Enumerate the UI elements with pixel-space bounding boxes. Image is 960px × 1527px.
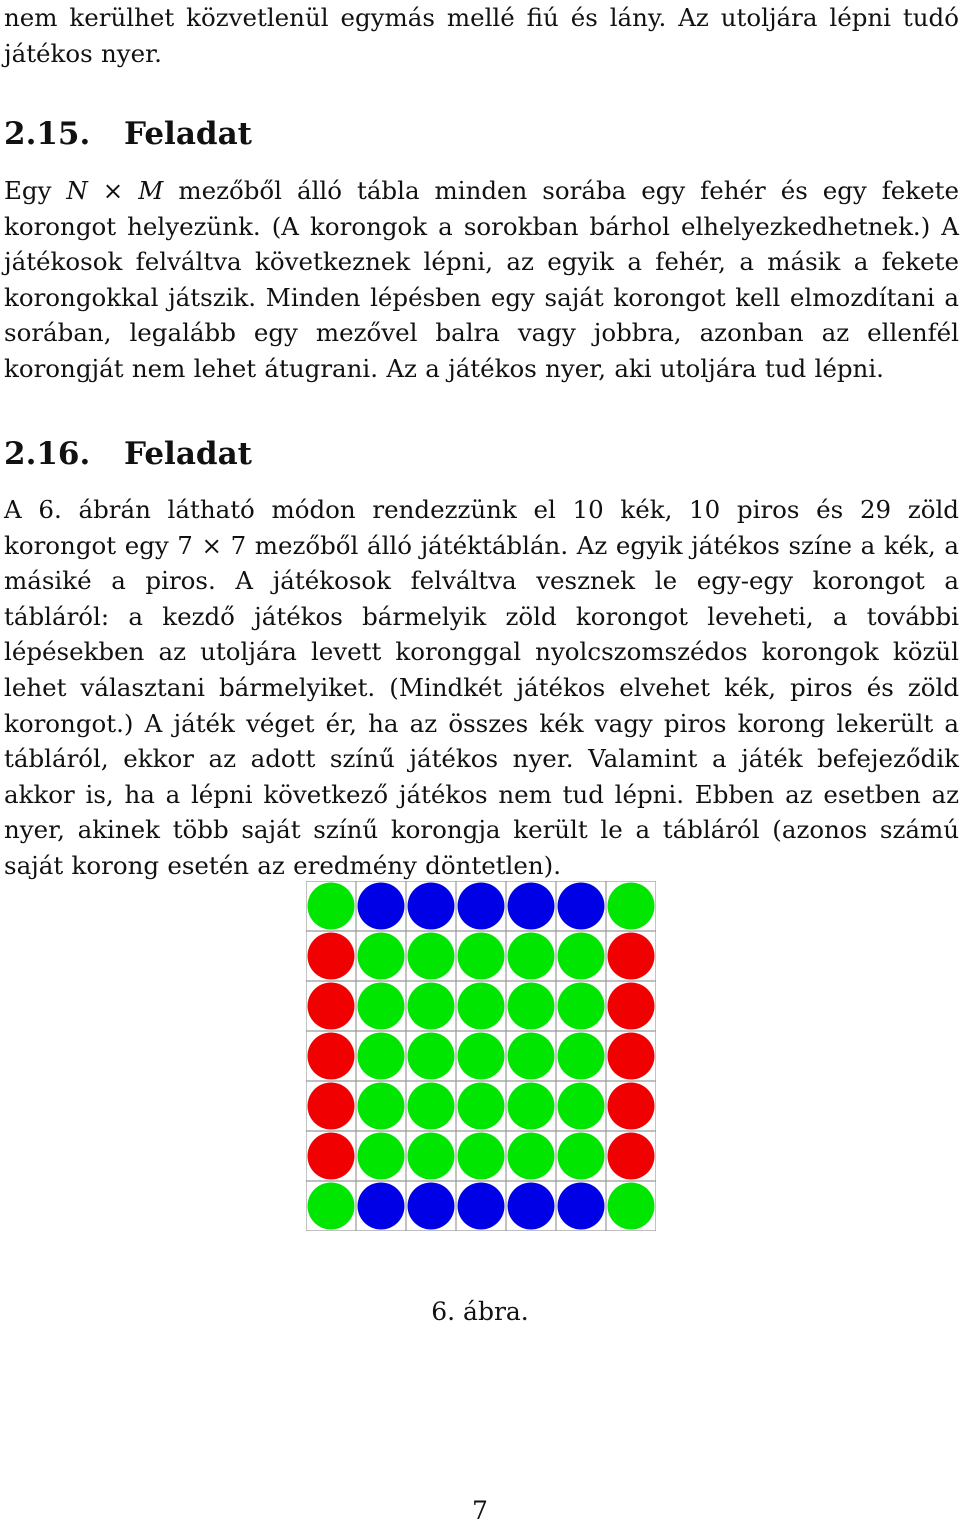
green-disc (308, 1183, 355, 1230)
red-disc (308, 933, 355, 980)
task-15-text-b: mezőből álló tábla minden sorába egy fehér és egy fekete korongot helyezünk. (A korongok a sorokban bárhol elhelyezkedhetnek.) A játékosok felváltva következnek lépni, az egyik a fehér, a másik a fekete korongokkal játszik. Minden lépésben egy saját korongot kell elmozdítani a sorában, legalább egy mezővel balra vagy jobbra, azonban az ellenfél korongját nem lehet átugrani. Az a játékos nyer, aki utoljára tud lépni. (4, 176, 959, 383)
green-disc (458, 933, 505, 980)
task-16-number: 2.16. (4, 436, 91, 472)
green-disc (508, 933, 555, 980)
blue-disc (408, 883, 455, 930)
red-disc (308, 1033, 355, 1080)
green-disc (358, 1033, 405, 1080)
math-m: M (138, 176, 164, 205)
red-disc (308, 1133, 355, 1180)
green-disc (408, 1133, 455, 1180)
page-number: 7 (472, 1496, 488, 1525)
green-disc (458, 983, 505, 1030)
green-disc (558, 983, 605, 1030)
green-disc (408, 983, 455, 1030)
green-disc (358, 983, 405, 1030)
task-16-paragraph: A 6. ábrán látható módon rendezzünk el 10 kék, 10 piros és 29 zöld korongot egy 7 × 7 mezőből álló játéktáblán. Az egyik játékos színe a kék, a másiké a piros. A játékosok felváltva vesznek le egy-egy korongot a tábláról: a kezdő játékos bármelyik zöld korongot leveheti, a további lépésekben az utoljára levett koronggal nyolcszomszédos korongok közül lehet választani bármelyiket. (Mindkét játékos elvehet kék, piros és zöld korongot.) A játék véget ér, ha az összes kék vagy piros korong lekerült a tábláról, ekkor az adott színű játékos nyer. Valamint a játék befejeződik akkor is, ha a lépni következő játékos nem tud lépni. Ebben az esetben az nyer, akinek több saját színű korongja került le a tábláról (azonos számú saját korong esetén az eredmény döntetlen). (4, 495, 959, 880)
green-disc (558, 933, 605, 980)
figure-caption: 6. ábra. (431, 1297, 529, 1326)
green-disc (608, 1183, 655, 1230)
green-disc (458, 1083, 505, 1130)
green-disc (358, 933, 405, 980)
green-disc (358, 1133, 405, 1180)
green-disc (308, 883, 355, 930)
blue-disc (508, 1183, 555, 1230)
green-disc (558, 1033, 605, 1080)
red-disc (608, 983, 655, 1030)
blue-disc (558, 1183, 605, 1230)
blue-disc (458, 883, 505, 930)
red-disc (608, 1133, 655, 1180)
task-15-heading (4, 114, 252, 154)
green-disc (358, 1083, 405, 1130)
green-disc (458, 1033, 505, 1080)
red-disc (608, 933, 655, 980)
task-15-text-a: Egy (4, 176, 67, 205)
green-disc (558, 1083, 605, 1130)
blue-disc (458, 1183, 505, 1230)
red-disc (308, 983, 355, 1030)
red-disc (608, 1033, 655, 1080)
green-disc (458, 1133, 505, 1180)
game-board (306, 881, 656, 1231)
green-disc (608, 883, 655, 930)
task-16-title: Feladat (124, 436, 252, 472)
green-disc (558, 1133, 605, 1180)
times-sign: × (87, 176, 139, 205)
blue-disc (358, 1183, 405, 1230)
red-disc (608, 1083, 655, 1130)
green-disc (508, 1083, 555, 1130)
math-n: N (66, 176, 88, 205)
task-15-paragraph (4, 173, 959, 387)
green-disc (508, 1133, 555, 1180)
green-disc (408, 1033, 455, 1080)
blue-disc (508, 883, 555, 930)
red-disc (308, 1083, 355, 1130)
task-15-number: 2.15. (4, 116, 91, 152)
task-16-heading (4, 434, 252, 474)
blue-disc (358, 883, 405, 930)
green-disc (408, 1083, 455, 1130)
green-disc (508, 1033, 555, 1080)
task-15-title: Feladat (124, 116, 252, 152)
green-disc (408, 933, 455, 980)
blue-disc (558, 883, 605, 930)
green-disc (508, 983, 555, 1030)
intro-paragraph: nem kerülhet közvetlenül egymás mellé fiú és lány. Az utoljára lépni tudó játékos nyer. (4, 3, 959, 68)
blue-disc (408, 1183, 455, 1230)
